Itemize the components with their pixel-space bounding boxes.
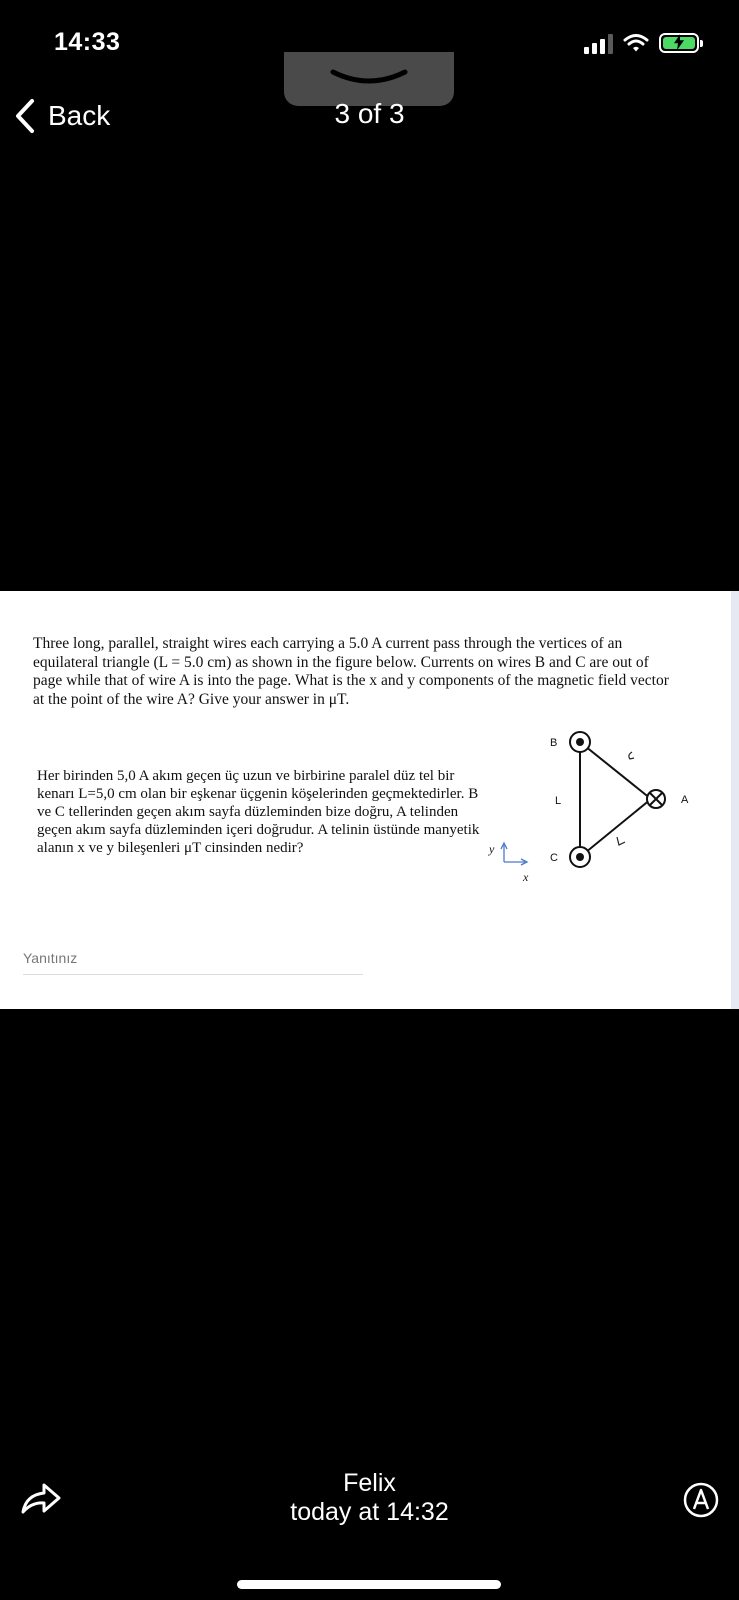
- label-b: B: [550, 737, 558, 749]
- status-icons: [584, 32, 699, 54]
- message-timestamp: today at 14:32: [290, 1498, 449, 1526]
- sender-name: Felix: [343, 1469, 396, 1497]
- wire-triangle-figure: [489, 729, 705, 909]
- side-ba: [580, 742, 651, 799]
- back-label: Back: [48, 100, 111, 131]
- markup-icon[interactable]: [683, 1482, 719, 1518]
- answer-placeholder: Yanıtınız: [23, 950, 78, 966]
- handwritten-l-mark-top: [629, 752, 634, 759]
- document-edge: [731, 591, 739, 1009]
- axis-label-x: x: [523, 870, 529, 884]
- question-text-english: Three long, parallel, straight wires each carrying a 5.0 A current pass through the vertices of an equilateral triangle (L = 5.0 cm) as shown in the figure below. Currents on wires B and C are out of page while that of wire A is into the page. What is the x and y components of the magnetic field vector at the point of the wire A? Give your answer in μT.: [33, 635, 669, 708]
- label-c: C: [550, 852, 558, 864]
- chevron-down-icon: [329, 66, 409, 90]
- wire-b-out-of-page-icon: [570, 732, 590, 752]
- label-side-l: L: [555, 795, 562, 807]
- label-a: A: [681, 794, 689, 806]
- handwritten-l-mark-bottom: [617, 837, 625, 845]
- xy-axes-icon: [501, 843, 527, 865]
- home-indicator[interactable]: [237, 1580, 501, 1589]
- cellular-signal-icon: [584, 32, 613, 54]
- back-button[interactable]: [14, 98, 110, 134]
- wire-c-out-of-page-icon: [570, 847, 590, 867]
- document-image: [0, 591, 739, 1009]
- battery-icon: [659, 33, 699, 53]
- page-counter: 3 of 3: [334, 98, 405, 129]
- wire-a-into-page-icon: [647, 790, 665, 808]
- message-info: [0, 1469, 739, 1527]
- axis-label-y: y: [489, 842, 495, 856]
- answer-field-underline: [23, 974, 363, 975]
- question-text-turkish: Her birinden 5,0 A akım geçen üç uzun ve birbirine paralel düz tel bir kenarı L=5,0 cm olan bir eşkenar üçgenin köşelerinden geçmektedirler. B ve C tellerinden geçen akım sayfa düzleminden bize doğru, A telinden geçen akım sayfa düzleminden içeri doğrudur. A telinin üstünde manyetik alanın x ve y bileşenleri μT cinsinden nedir?: [37, 768, 480, 856]
- status-time: 14:33: [54, 28, 121, 56]
- wifi-icon: [623, 33, 649, 53]
- chevron-left-icon: [14, 98, 36, 134]
- side-ca: [580, 799, 651, 857]
